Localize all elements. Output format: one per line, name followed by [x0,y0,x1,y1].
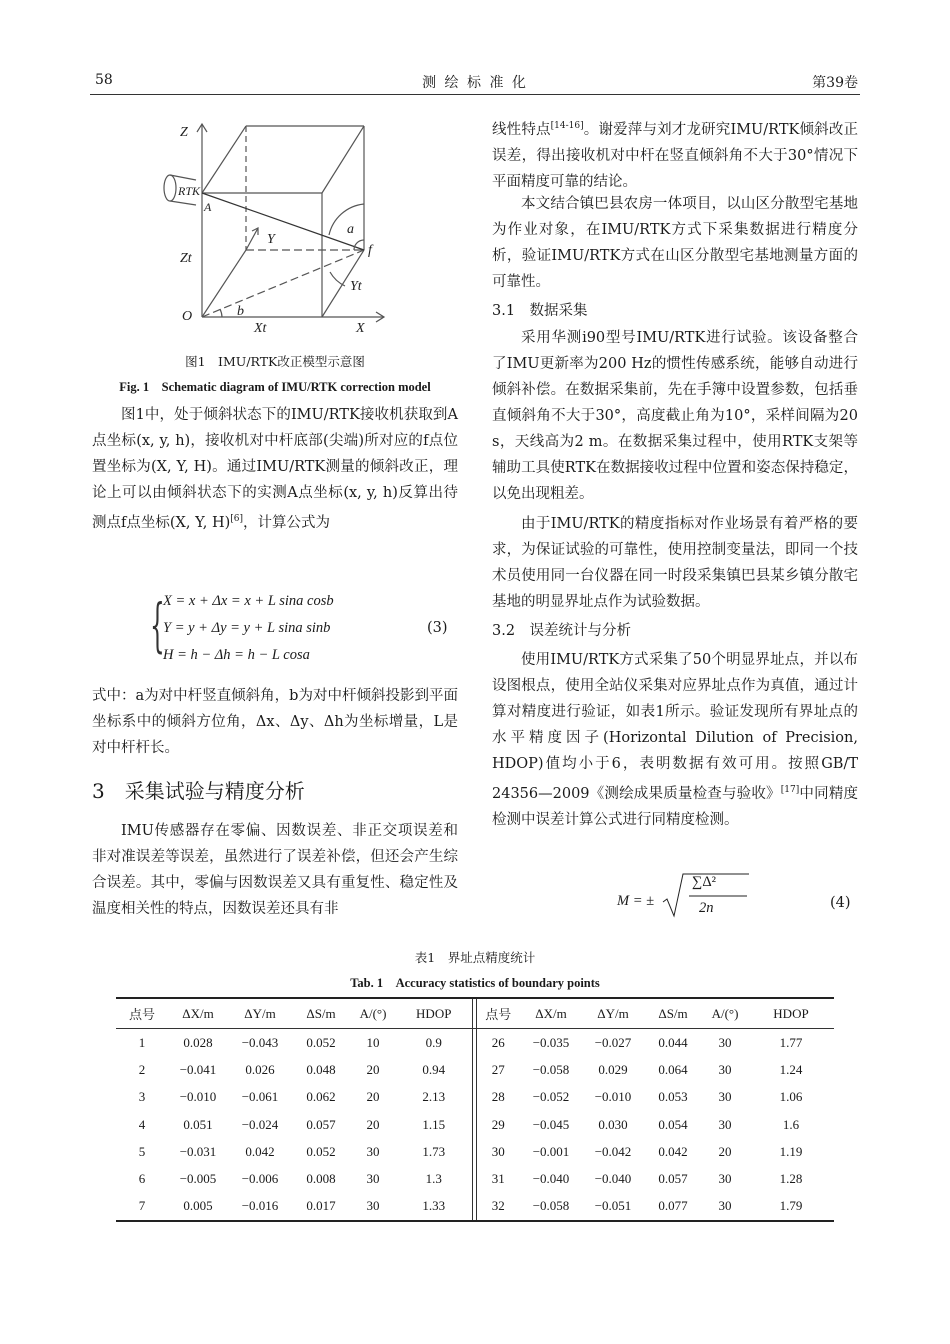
table-row [116,1165,834,1192]
table-caption-en: Tab. 1 Accuracy statistics of boundary points [350,976,600,990]
journal-title: 测 绘 标 准 化 [422,75,528,91]
table-cell: 29 [476,1111,520,1138]
table-cell: −0.010 [594,1089,632,1105]
right-paragraph-2: 采用华测i90型号IMU/RTK进行试验。该设备整合了IMU更新率为200 Hz的惯性传感系统，能够自动进行倾斜补偿。在数据采集前，先在手簿中设置参数，包括垂直倾斜角不大于30°，高度截止角为10°，采样间隔为20 s，天线高为2 m。在数据采集过程中，使用RTK支架等辅助工具使RTK在数据接收过程中位置和姿态保持稳定，以免出现粗差。 [492,330,858,502]
table-cell: 0.029 [598,1061,628,1077]
left-paragraph-2: 式中：a为对中杆竖直倾斜角，b为对中杆倾斜投影到平面坐标系中的倾斜方位角，Δx、Δy、Δh为坐标增量，L是对中杆杆长。 [92,688,458,756]
table-cell: −0.024 [241,1116,279,1132]
table-cell: −0.040 [532,1171,570,1187]
table-cell: −0.061 [241,1089,279,1105]
table-cell: 5 [138,1143,146,1159]
table-cell: −0.052 [532,1089,570,1105]
table-cell: 0.062 [306,1089,336,1105]
column-header: ΔX/m [168,999,228,1029]
table-cell: 1 [138,1034,146,1050]
table-cell: 30 [718,1198,732,1214]
label-z: Z [180,125,188,140]
label-f: f [368,243,372,258]
table-cell: 2 [138,1061,146,1077]
table-cell: 0.028 [183,1034,213,1050]
table-row [116,1193,834,1220]
table-cell: 1.15 [422,1116,446,1132]
table-cell: 30 [718,1061,732,1077]
table-cell: 20 [366,1089,380,1105]
table-cell: 30 [718,1116,732,1132]
table-cell: 0.94 [422,1061,446,1077]
table-cell: 0.052 [306,1143,336,1159]
table-cell: 1.06 [779,1089,803,1105]
column-header: ΔS/m [292,999,350,1029]
equation-brace: { [150,591,165,659]
table-cell: 0.044 [658,1034,688,1050]
table-cell: −0.006 [241,1171,279,1187]
paper-page: 58 测 绘 标 准 化 第39卷 Z RTK A Y a f Zt Yt O b Xt X 图1 IMU/RTK改正模型示意图 Fig. 1 Schematic diagram of IMU/RTK correction model 图1中，处于倾斜状态下的IMU/RTK接收机获取到A点坐标(x, y, h)，接收机对中杆底部(尖端)所对应的f点位置坐标为(X, Y, H)。通过IMU/RTK测量的倾斜改正，理论上可以由倾斜状态下的实测A点坐标(x, y, h)反算出待测点f点坐标(X, Y, H)[6]，计算公式为 { X = x + Δx = x + L sina cosb Y = y + Δy = y + L sina sinb H = h − Δh = h − L cosa (3) 式中：a为对中杆竖直倾斜角，b为对中杆倾斜投影到平面坐标系中的倾斜方位角，Δx、Δy、Δh为坐标增量，L是对中杆杆长。 3 采集试验与精度分析 IMU传感器存在零偏、因数误差、非正交项误差和非对准误差等误差，虽然进行了误差补偿，但还会产生综合误差。其中，零偏与因数误差又具有重复性、稳定性及温度相关性的特点，因数误差还具有非 线性特点[14-16]。谢爱萍与刘才龙研究IMU/RTK倾斜改正误差，得出接收机对中杆在竖直倾斜角不大于30°情况下平面精度可靠的结论。 本文结合镇巴县农房一体项目，以山区分散型宅基地为作业对象，在IMU/RTK方式下采集数据进行精度分析，验证IMU/RTK方式在山区分散型宅基地测量方面的可靠性。 3.1 数据采集 采用华测i90型号IMU/RTK进行试验。该设备整合了IMU更新率为200 Hz的惯性传感系统，能够自动进行倾斜补偿。在数据采集前，先在手簿中设置参数，包括垂直倾斜角不大于30°，高度截止角为10°，采样间隔为20 s，天线高为2 m。在数据采集过程中，使用RTK支架等辅助工具使RTK在数据接收过程中位置和姿态保持稳定，以免出现粗差。 由于IMU/RTK的精度指标对作业场景有着严格的要求，为保证试验的可靠性，使用控制变量法，即同一个技术员使用同一台仪器在同一时段采集镇巴县某乡镇分散宅基地的明显界址点作为试验数据。 3.2 误差统计与分析 使用IMU/RTK方式采集了50个明显界址点，并以布设图根点，使用全站仪采集对应界址点作为真值，通过计算对精度进行验证，如表1所示。验证发现所有界址点的水平精度因子(Horizontal Dilution of Precision, HDOP)值均小于6，表明数据有效可用。按照GB/T 24356—2009《测绘成果质量检查与验收》[17]中同精度检测中误差计算公式进行同精度检测。 M = ± ∑Δ² 2n (4) 表1 界址点精度统计 Tab. 1 Accuracy statistics of boundary points 点号 ΔX/m ΔY/m ΔS/m A/(°) HDOP 点号 ΔX/m ΔY/m ΔS/m A/(°) HDOP 1 0.028 −0.043 0.052 10 0.9 26 −0.035 −0.027 0.044 30 1.77 2 −0.041 0.026 0.048 20 0.94 27 −0.058 0.029 0.064 30 1.24 3 −0.010 −0.061 0.062 20 2.13 28 −0.052 −0.010 0.053 30 1.06 4 0.051 −0.024 0.057 20 1.15 29 −0.045 0.030 0.054 30 1.6 5 −0.031 0.042 0.052 30 1.73 30 −0.001 −0.042 0.042 20 1.19 6 −0.005 −0.006 0.008 30 1.3 31 −0.040 −0.040 0.057 30 1.28 7 0.005 −0.016 0.017 30 1.33 32 −0.058 −0.051 0.077 30 1.79 [0,0,950,1344]
volume: 第39卷 [812,75,858,91]
label-yt: Yt [350,279,362,294]
table-cell: −0.043 [241,1034,279,1050]
section-heading-3: 3 采集试验与精度分析 [92,779,305,803]
table-cell: −0.031 [179,1143,217,1159]
table-row [116,1138,834,1165]
table-cell: 20 [718,1143,732,1159]
table-cell: 3 [138,1089,146,1105]
imu-rtk-diagram [150,112,410,342]
column-header: ΔY/m [582,999,644,1029]
table-cell: 0.030 [598,1116,628,1132]
table-cell: 0.042 [658,1143,688,1159]
column-header: ΔS/m [644,999,702,1029]
table-cell: 1.6 [782,1116,800,1132]
label-zt: Zt [180,251,192,266]
table-cell: 2.13 [422,1089,446,1105]
figure-caption-en: Fig. 1 Schematic diagram of IMU/RTK correction model [119,380,431,394]
column-header: ΔY/m [228,999,292,1029]
table-cell: 0.054 [658,1116,688,1132]
equation-number-4: (4) [830,895,851,911]
label-angle-a: a [347,222,354,237]
table-cell: 1.19 [779,1143,803,1159]
table-cell: 30 [476,1138,520,1165]
table-cell: 0.042 [245,1143,275,1159]
table-cell: 1.24 [779,1061,803,1077]
table-caption-cn: 表1 界址点精度统计 [414,950,536,965]
table-cell: −0.040 [594,1171,632,1187]
column-header: A/(°) [702,999,748,1029]
column-header: 点号 [476,999,520,1029]
table-cell: −0.010 [179,1089,217,1105]
table-cell: 31 [476,1165,520,1192]
table-cell: 30 [366,1143,380,1159]
label-o: O [182,309,193,324]
table-cell: 1.73 [422,1143,446,1159]
table-cell: 0.008 [306,1171,336,1187]
label-b: b [237,304,244,319]
label-y: Y [267,232,275,247]
table-cell: 0.026 [245,1061,275,1077]
table-cell: 10 [366,1034,380,1050]
right-paragraph-1: 本文结合镇巴县农房一体项目，以山区分散型宅基地为作业对象，在IMU/RTK方式下采集数据进行精度分析，验证IMU/RTK方式在山区分散型宅基地测量方面的可靠性。 [492,196,858,290]
table-cell: 0.057 [306,1116,336,1132]
table-cell: 0.017 [306,1198,336,1214]
left-paragraph-1: 图1中，处于倾斜状态下的IMU/RTK接收机获取到A点坐标(x, y, h)，接收机对中杆底部(尖端)所对应的f点位置坐标为(X, Y, H)。通过IMU/RTK测量的倾斜改正，理论上可以由倾斜状态下的实测A点坐标(x, y, h)反算出待测点f点坐标(X, Y, H)[6]，计算公式为 [92,407,458,531]
table-cell: −0.051 [594,1198,632,1214]
table-cell: 0.048 [306,1061,336,1077]
left-paragraph-3: IMU传感器存在零偏、因数误差、非正交项误差和非对准误差等误差，虽然进行了误差补偿，但还会产生综合误差。其中，零偏与因数误差又具有重复性、稳定性及温度相关性的特点，因数误差还具有非 [92,823,458,917]
table-cell: 1.79 [779,1198,803,1214]
table-cell: 27 [476,1056,520,1083]
table-row [116,1084,834,1111]
table-cell: 30 [366,1171,380,1187]
equation-number-3: (3) [427,620,448,636]
table-cell: 30 [718,1171,732,1187]
label-xt: Xt [254,321,267,336]
table-cell: −0.005 [179,1171,217,1187]
section-heading-3-1: 3.1 数据采集 [492,303,588,319]
table-cell: 0.057 [658,1171,688,1187]
table-cell: 0.051 [183,1116,213,1132]
table-cell: 1.77 [779,1034,803,1050]
column-header: ΔX/m [520,999,582,1029]
table-cell: 0.077 [658,1198,688,1214]
table-cell: 32 [476,1193,520,1220]
table-cell: −0.041 [179,1061,217,1077]
right-paragraph-4: 使用IMU/RTK方式采集了50个明显界址点，并以布设图根点，使用全站仪采集对应界址点作为真值，通过计算对精度进行验证，如表1所示。验证发现所有界址点的水平精度因子(Horizontal Dilution of Precision, HDOP)值均小于6，表明数据有效可用。按照GB/T 24356—2009《测绘成果质量检查与验收》[17]中同精度检测中误差计算公式进行同精度检测。 [492,652,859,828]
table-cell: 1.3 [425,1171,442,1187]
right-paragraph-0: 线性特点[14-16]。谢爱萍与刘才龙研究IMU/RTK倾斜改正误差，得出接收机对中杆在竖直倾斜角不大于30°情况下平面精度可靠的结论。 [492,121,858,190]
column-header: A/(°) [350,999,396,1029]
right-paragraph-3: 由于IMU/RTK的精度指标对作业场景有着严格的要求，为保证试验的可靠性，使用控制变量法，即同一个技术员使用同一台仪器在同一时段采集镇巴县某乡镇分散宅基地的明显界址点作为试验数据。 [492,516,858,610]
table-cell: 0.9 [425,1034,442,1050]
page-number: 58 [95,72,113,88]
section-heading-3-2: 3.2 误差统计与分析 [492,623,632,639]
table-cell: 6 [138,1171,146,1187]
table-cell: −0.042 [594,1143,632,1159]
accuracy-table [116,997,834,1222]
table-cell: 0.052 [306,1034,336,1050]
column-header: HDOP [748,999,834,1029]
table-cell: −0.035 [532,1034,570,1050]
equation-3: X = x + Δx = x + L sina cosb Y = y + Δy = y + L sina sinb H = h − Δh = h − L cosa [163,593,334,663]
table-cell: 0.064 [658,1061,688,1077]
table-cell: 28 [476,1084,520,1111]
table-cell: 20 [366,1061,380,1077]
table-row [116,1111,834,1138]
table-cell: −0.045 [532,1116,570,1132]
table-cell: 30 [718,1089,732,1105]
table-cell: 20 [366,1116,380,1132]
table-row [116,1029,834,1057]
column-header: HDOP [396,999,472,1029]
figure-caption-cn: 图1 IMU/RTK改正模型示意图 [185,354,365,369]
table-cell: 1.28 [779,1171,803,1187]
table-cell: 7 [138,1198,146,1214]
table-row [116,1056,834,1083]
table-cell: −0.058 [532,1061,570,1077]
table-cell: −0.058 [532,1198,570,1214]
table-cell: 26 [476,1029,520,1057]
label-rtk: RTK [178,184,201,198]
table-cell: 30 [366,1198,380,1214]
table-cell: 0.005 [183,1198,213,1214]
table-cell: −0.001 [532,1143,570,1159]
label-a: A [204,200,212,214]
table-cell: 4 [138,1116,146,1132]
label-x: X [356,321,365,336]
table-cell: 1.33 [422,1198,446,1214]
table-cell: 30 [718,1034,732,1050]
header-rule [90,94,860,95]
table-cell: −0.027 [594,1034,632,1050]
table-cell: −0.016 [241,1198,279,1214]
column-header: 点号 [116,999,168,1029]
table-cell: 0.053 [658,1089,688,1105]
